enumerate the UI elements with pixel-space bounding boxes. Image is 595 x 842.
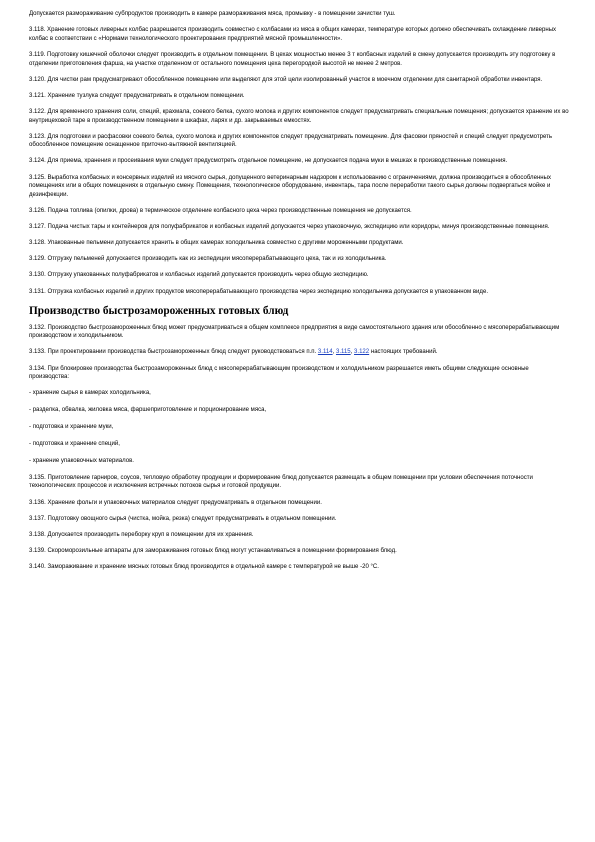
list-item: - подготовка и хранение специй,	[29, 440, 120, 447]
paragraph-with-links	[29, 348, 569, 357]
paragraph: Допускается размораживание субпродуктов производить в камере размораживания мяса, промывку - в помещении зачистки туш.	[29, 11, 396, 17]
list-item: - хранение сырья в камерах холодильника,	[29, 390, 151, 397]
document-page	[29, 10, 569, 579]
paragraph: 3.127. Подача чистых тары и контейнеров для полуфабрикатов и колбасных изделий допускается через упаковочную, экспедицию или коридоры, минуя производственные помещения.	[29, 224, 550, 231]
link-3-114[interactable]: 3.114	[317, 349, 333, 356]
paragraph: 3.126. Подача топлива (опилки, дрова) в термическое отделение колбасного цеха через производственные помещения не допускается.	[29, 208, 412, 215]
paragraph-text: 3.133. При проектировании производства быстрозамороженных блюд следует руководствоваться п.п.	[29, 349, 318, 356]
section-heading: Производство быстрозамороженных готовых блюд	[29, 304, 289, 317]
paragraph: 3.132. Производство быстрозамороженных блюд может предусматриваться в общем комплексе предприятия в виде самостоятельного здания или обособленно с мясоперерабатывающим производством и холодильником.	[29, 324, 560, 340]
separator: ,	[332, 349, 336, 356]
paragraph: 3.136. Хранение фольги и упаковочных материалов следует предусматривать в отдельном помещении.	[29, 499, 322, 506]
paragraph: 3.122. Для временного хранения соли, специй, крахмала, соевого белка, сухого молока и других компонентов следует предусматривать специальные помещения; допускается хранение их во внутрицеховой таре в производственном помещении в шкафах, ларях и др. закрываемых емкостях.	[29, 108, 569, 124]
paragraph: 3.137. Подготовку овощного сырья (чистка, мойка, резка) следует предусматривать в отдельном помещении.	[29, 515, 337, 522]
paragraph: 3.135. Приготовление гарниров, соусов, тепловую обработку продукции и формирование блюд допускается размещать в общем помещении при условии обеспечения поточности технологических процессов и исключения встречных потоков сырья и готовой продукции.	[29, 474, 533, 490]
paragraph-text: настоящих требований.	[369, 349, 438, 356]
paragraph: 3.130. Отгрузку упакованных полуфабрикатов и колбасных изделий допускается производить через общую экспедицию.	[29, 272, 369, 279]
paragraph: 3.123. Для подготовки и расфасовки соевого белка, сухого молока и других компонентов следует предусматривать помещение. Для фасовки пряностей и специй следует предусмотреть обособленное помещение оснащенное приточно-вытяжной вентиляцией.	[29, 133, 553, 149]
paragraph: 3.134. При блокировке производства быстрозамороженных блюд с мясоперерабатывающим производством и холодильником разрешается иметь общими следующие основные производства:	[29, 365, 529, 381]
paragraph: 3.124. Для приема, хранения и просеивания муки следует предусмотреть отдельное помещение, не допускается подача муки в мешках в производственные помещения.	[29, 158, 508, 165]
list-item: - подготовка и хранение муки,	[29, 424, 114, 431]
paragraph: 3.129. Отгрузку пельменей допускается производить как из экспедиции мясоперерабатывающего цеха, так и из холодильника.	[29, 256, 387, 263]
paragraph: 3.119. Подготовку кишечной оболочки следует производить в отдельном помещении. В цехах мощностью менее 3 т колбасных изделий в смену допускается производить эту подготовку в отделении приготовления фарша, на участке отделенном от остального помещения цеха перегородкой высотой не менее 2 метров.	[29, 51, 556, 67]
list-item: - разделка, обвалка, жиловка мяса, фаршеприготовление и порционирование мяса,	[29, 407, 267, 414]
list-item: - хранение упаковочных материалов.	[29, 457, 134, 464]
paragraph: 3.118. Хранение готовых ливерных колбас разрешается производить совместно с колбасами из мяса в общих камерах, температуре которых должно обеспечивать охлаждение ливерных колбас в соответствии с «Нормами технологического проектирования предприятий мясной промышленности».	[29, 27, 557, 42]
paragraph: 3.140. Замораживание и хранение мясных готовых блюд производится в отдельной камере с температурой не выше -20 °С.	[29, 563, 379, 570]
paragraph: 3.120. Для чистки рам предусматривают обособленное помещение или выделяют для этой цели изолированный участок в моечном отделении для санитарной обработки инвентаря.	[29, 76, 543, 83]
link-3-122[interactable]: 3.122	[354, 349, 370, 356]
paragraph: 3.128. Упакованные пельмени допускается хранить в общих камерах холодильника совместно с другими мороженными продуктами.	[29, 240, 404, 247]
paragraph: 3.125. Выработка колбасных и консервных изделий из мясного сырья, допущенного ветеринарным надзором к использованию с ограничениями, должна производиться в обособленных помещениях или в общих помещениях в отдельную смену. Помещения, технологическое оборудование, инвентарь, тара после переработки такого сырья должны подвергаться мойке и дезинфекции.	[29, 174, 551, 198]
paragraph: 3.121. Хранение тузлука следует предусматривать в отдельном помещении.	[29, 92, 245, 99]
paragraph: 3.131. Отгрузка колбасных изделий и других продуктов мясоперерабатывающего производства через экспедицию холодильника допускается в упакованном виде.	[29, 288, 489, 295]
separator: ,	[350, 349, 355, 356]
link-3-115[interactable]: 3.115	[335, 349, 351, 356]
paragraph: 3.138. Допускается производить переборку круп в помещении для их хранения.	[29, 531, 254, 538]
paragraph: 3.139. Скороморозильные аппараты для замораживания готовых блюд могут устанавливаться в помещении формирования блюд.	[29, 547, 397, 554]
